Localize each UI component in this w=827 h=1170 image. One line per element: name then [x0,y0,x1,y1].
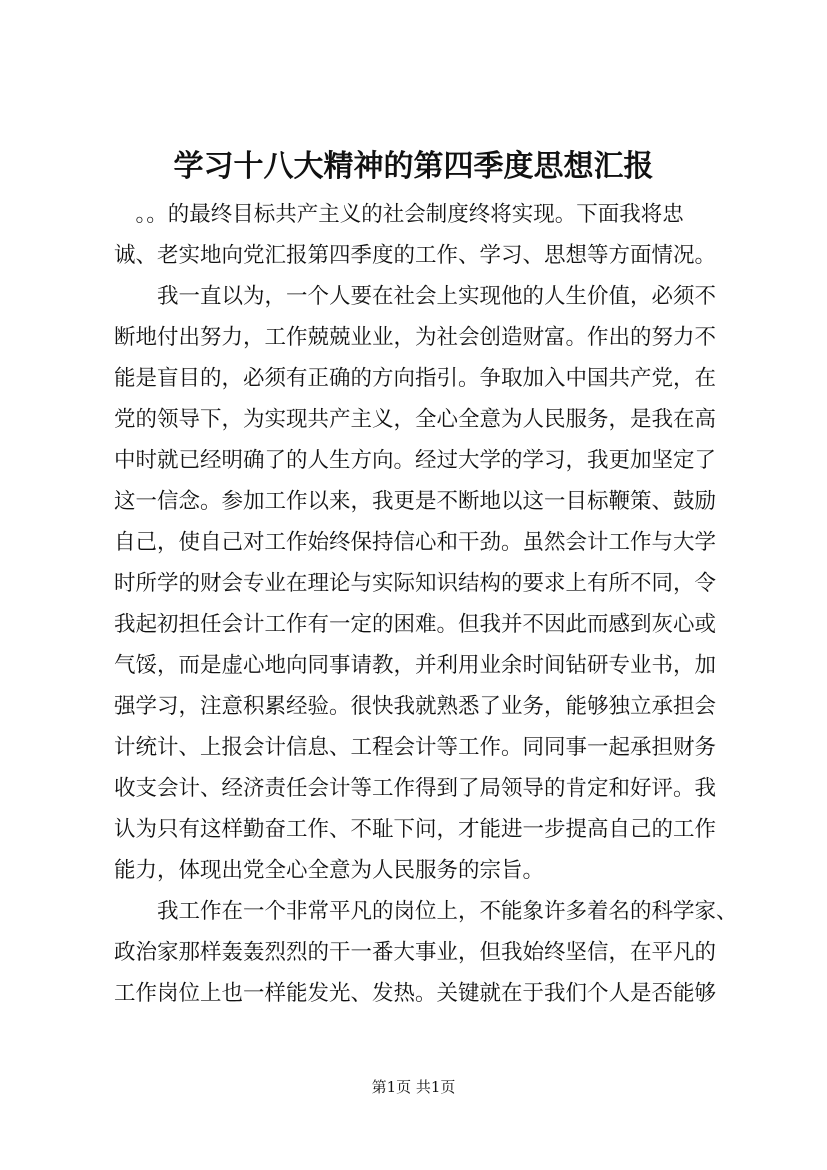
body-text-line: 我一直以为，一个人要在社会上实现他的人生价值，必须不 [114,284,717,309]
body-text-line: 计统计、上报会计信息、工程会计等工作。同同事一起承担财务 [114,735,717,760]
body-text-line: 强学习，注意积累经验。很快我就熟悉了业务，能够独立承担会 [114,694,717,719]
body-text-line: 这一信念。参加工作以来，我更是不断地以这一目标鞭策、鼓励 [114,489,717,514]
body-text-line: 断地付出努力，工作兢兢业业，为社会创造财富。作出的努力不 [114,325,717,350]
body-text-line: 能是盲目的，必须有正确的方向指引。争取加入中国共产党，在 [114,366,717,391]
body-text-line: 政治家那样轰轰烈烈的干一番大事业，但我始终坚信，在平凡的 [114,940,717,965]
body-text-line: 中时就已经明确了的人生方向。经过大学的学习，我更加坚定了 [114,448,717,473]
body-text-line: 自己，使自己对工作始终保持信心和干劲。虽然会计工作与大学 [114,530,717,555]
body-text-line: 时所学的财会专业在理论与实际知识结构的要求上有所不同，令 [114,571,717,596]
body-text-line: 我起初担任会计工作有一定的困难。但我并不因此而感到灰心或 [114,612,717,637]
body-text-line: 工作岗位上也一样能发光、发热。关键就在于我们个人是否能够 [114,981,717,1006]
body-text-line: 气馁，而是虚心地向同事请教，并利用业余时间钻研专业书，加 [114,653,717,678]
body-text-line: 。。的最终目标共产主义的社会制度终将实现。下面我将忠 [114,202,684,227]
document-title: 学习十八大精神的第四季度思想汇报 [173,149,654,184]
body-text-line: 党的领导下，为实现共产主义，全心全意为人民服务，是我在高 [114,407,717,432]
body-text-line: 我工作在一个非常平凡的岗位上，不能象许多着名的科学家、 [114,899,738,924]
document-body [114,194,744,1014]
body-text-line: 收支会计、经济责任会计等工作得到了局领导的肯定和好评。我 [114,776,717,801]
page-footer: 第1页 共1页 [371,1078,456,1096]
body-text-line: 认为只有这样勤奋工作、不耻下问，才能进一步提高自己的工作 [114,817,717,842]
body-text-line: 能力，体现出党全心全意为人民服务的宗旨。 [114,858,545,883]
body-text-line: 诚、老实地向党汇报第四季度的工作、学习、思想等方面情况。 [114,243,717,268]
